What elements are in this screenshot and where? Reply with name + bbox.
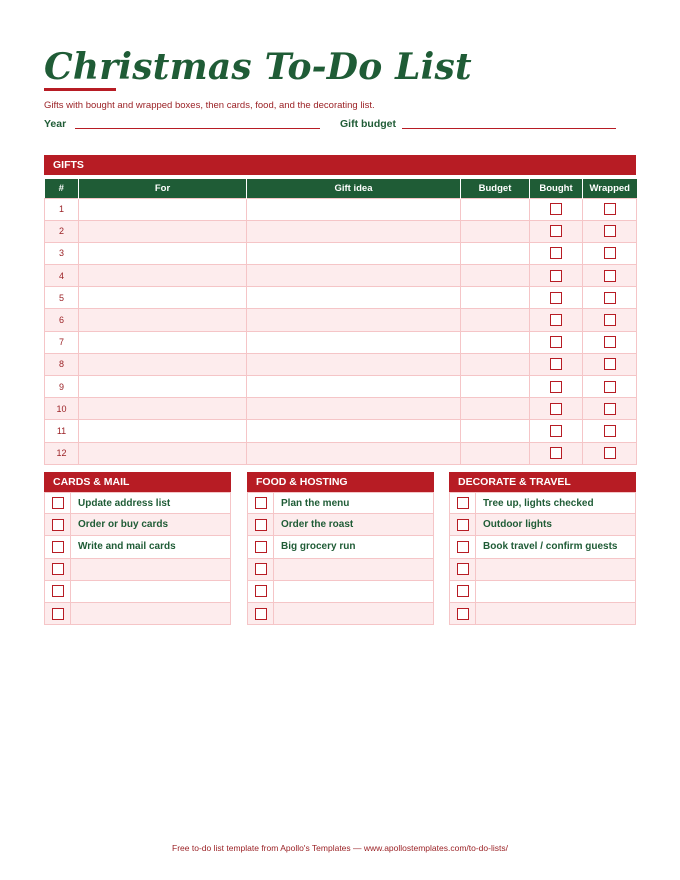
wrapped-checkbox[interactable] xyxy=(604,336,616,348)
task-checkbox[interactable] xyxy=(52,563,64,575)
task-text[interactable]: Order or buy cards xyxy=(78,519,169,531)
budget-cell[interactable] xyxy=(461,398,530,420)
wrapped-cell xyxy=(583,420,637,442)
decorate-travel-panel xyxy=(449,472,636,625)
for-cell[interactable] xyxy=(79,242,247,264)
wrapped-cell xyxy=(583,398,637,420)
wrapped-cell xyxy=(583,376,637,398)
list-item xyxy=(449,514,636,536)
wrapped-checkbox[interactable] xyxy=(604,358,616,370)
task-text[interactable]: Tree up, lights checked xyxy=(483,498,594,509)
budget-cell[interactable] xyxy=(461,309,530,331)
table-row xyxy=(45,287,637,309)
gift-budget-field[interactable] xyxy=(402,128,616,129)
bought-cell xyxy=(530,220,583,242)
gift-idea-cell[interactable] xyxy=(247,242,461,264)
task-checkbox[interactable] xyxy=(457,541,469,553)
gift-idea-cell[interactable] xyxy=(247,353,461,375)
wrapped-checkbox[interactable] xyxy=(604,447,616,459)
gift-idea-cell[interactable] xyxy=(247,442,461,464)
checkbox-cell xyxy=(450,581,476,602)
wrapped-checkbox[interactable] xyxy=(604,403,616,415)
col-header-for: For xyxy=(79,179,247,198)
budget-cell[interactable] xyxy=(461,198,530,220)
task-checkbox[interactable] xyxy=(52,497,64,509)
row-number: 1 xyxy=(45,198,79,220)
row-number: 3 xyxy=(45,242,79,264)
checkbox-cell xyxy=(248,514,274,535)
table-row xyxy=(45,242,637,264)
year-label: Year xyxy=(44,118,67,130)
for-cell[interactable] xyxy=(79,309,247,331)
checkbox-cell xyxy=(45,559,71,580)
list-item xyxy=(247,603,434,625)
task-text[interactable] xyxy=(274,581,433,602)
wrapped-checkbox[interactable] xyxy=(604,292,616,304)
for-cell[interactable] xyxy=(79,287,247,309)
gift-idea-cell[interactable] xyxy=(247,309,461,331)
food-hosting-panel xyxy=(247,472,434,625)
bought-checkbox[interactable] xyxy=(550,203,562,215)
task-text[interactable]: Order the roast xyxy=(281,519,354,531)
bought-cell xyxy=(530,420,583,442)
budget-cell[interactable] xyxy=(461,442,530,464)
wrapped-checkbox[interactable] xyxy=(604,225,616,237)
task-checkbox[interactable] xyxy=(52,585,64,597)
bought-checkbox[interactable] xyxy=(550,403,562,415)
wrapped-cell xyxy=(583,309,637,331)
checkbox-cell xyxy=(248,559,274,580)
task-checkbox[interactable] xyxy=(52,519,64,531)
cards-mail-panel xyxy=(44,472,231,625)
checkbox-cell xyxy=(248,581,274,602)
list-item xyxy=(44,514,231,536)
budget-cell[interactable] xyxy=(461,376,530,398)
for-cell[interactable] xyxy=(79,220,247,242)
for-cell[interactable] xyxy=(79,420,247,442)
wrapped-cell xyxy=(583,442,637,464)
task-checkbox[interactable] xyxy=(457,585,469,597)
for-cell[interactable] xyxy=(79,198,247,220)
col-header-number: # xyxy=(45,179,79,198)
task-text[interactable] xyxy=(476,581,635,602)
task-checkbox[interactable] xyxy=(255,519,267,531)
bought-cell xyxy=(530,376,583,398)
page-subtitle: Gifts with bought and wrapped boxes, then cards, food, and the decorating list. xyxy=(44,100,375,111)
task-checkbox[interactable] xyxy=(255,563,267,575)
task-text[interactable] xyxy=(274,603,433,624)
bought-cell xyxy=(530,242,583,264)
for-cell[interactable] xyxy=(79,353,247,375)
gifts-section-header: GIFTS xyxy=(44,155,636,175)
task-text[interactable] xyxy=(476,603,635,624)
task-text[interactable] xyxy=(274,559,433,580)
row-number: 2 xyxy=(45,220,79,242)
table-row xyxy=(45,331,637,353)
table-row xyxy=(45,220,637,242)
checkbox-cell xyxy=(450,536,476,557)
gifts-header-row xyxy=(45,179,637,198)
wrapped-cell xyxy=(583,220,637,242)
budget-cell[interactable] xyxy=(461,353,530,375)
wrapped-cell xyxy=(583,198,637,220)
checkbox-cell xyxy=(450,493,476,513)
bought-cell xyxy=(530,309,583,331)
checkbox-cell xyxy=(450,514,476,535)
gift-idea-cell[interactable] xyxy=(247,420,461,442)
list-item xyxy=(449,603,636,625)
task-checkbox[interactable] xyxy=(457,563,469,575)
budget-cell[interactable] xyxy=(461,242,530,264)
row-number: 10 xyxy=(45,398,79,420)
for-cell[interactable] xyxy=(79,265,247,287)
bought-checkbox[interactable] xyxy=(550,425,562,437)
task-text[interactable] xyxy=(71,581,230,602)
table-row xyxy=(45,420,637,442)
list-item xyxy=(247,536,434,558)
checkbox-cell xyxy=(450,559,476,580)
row-number: 4 xyxy=(45,265,79,287)
task-text[interactable]: Write and mail cards xyxy=(78,541,176,553)
year-field[interactable] xyxy=(75,128,320,129)
col-header-budget: Budget xyxy=(461,179,530,198)
wrapped-checkbox[interactable] xyxy=(604,270,616,282)
task-text[interactable]: Big grocery run xyxy=(281,541,356,553)
wrapped-checkbox[interactable] xyxy=(604,314,616,326)
list-item xyxy=(44,603,231,625)
checkbox-cell xyxy=(248,536,274,557)
task-checkbox[interactable] xyxy=(255,608,267,620)
wrapped-checkbox[interactable] xyxy=(604,381,616,393)
cards-mail-list xyxy=(44,492,231,625)
row-number: 5 xyxy=(45,287,79,309)
checkbox-cell xyxy=(45,493,71,513)
bought-checkbox[interactable] xyxy=(550,247,562,259)
list-item xyxy=(449,581,636,603)
page-title: Christmas To-Do List xyxy=(44,46,472,88)
bought-checkbox[interactable] xyxy=(550,270,562,282)
list-item xyxy=(44,536,231,558)
gifts-table-body xyxy=(45,198,637,464)
gift-idea-cell[interactable] xyxy=(247,287,461,309)
task-text[interactable]: Book travel / confirm guests xyxy=(483,541,618,553)
table-row xyxy=(45,198,637,220)
wrapped-cell xyxy=(583,242,637,264)
checkbox-cell xyxy=(248,603,274,624)
task-checkbox[interactable] xyxy=(457,519,469,531)
task-checkbox[interactable] xyxy=(255,541,267,553)
bought-cell xyxy=(530,331,583,353)
bought-cell xyxy=(530,287,583,309)
budget-cell[interactable] xyxy=(461,220,530,242)
for-cell[interactable] xyxy=(79,331,247,353)
wrapped-checkbox[interactable] xyxy=(604,425,616,437)
row-number: 12 xyxy=(45,442,79,464)
wrapped-cell xyxy=(583,287,637,309)
bought-cell xyxy=(530,198,583,220)
wrapped-checkbox[interactable] xyxy=(604,247,616,259)
wrapped-checkbox[interactable] xyxy=(604,203,616,215)
task-text[interactable] xyxy=(476,559,635,580)
bought-checkbox[interactable] xyxy=(550,447,562,459)
table-row xyxy=(45,398,637,420)
gift-idea-cell[interactable] xyxy=(247,265,461,287)
list-item xyxy=(247,514,434,536)
for-cell[interactable] xyxy=(79,398,247,420)
bought-checkbox[interactable] xyxy=(550,292,562,304)
task-text[interactable]: Plan the menu xyxy=(281,498,350,509)
cards-mail-header: CARDS & MAIL xyxy=(44,472,231,492)
for-cell[interactable] xyxy=(79,442,247,464)
row-number: 8 xyxy=(45,353,79,375)
task-checkbox[interactable] xyxy=(457,497,469,509)
bought-checkbox[interactable] xyxy=(550,381,562,393)
budget-cell[interactable] xyxy=(461,420,530,442)
wrapped-cell xyxy=(583,331,637,353)
row-number: 11 xyxy=(45,420,79,442)
checkbox-cell xyxy=(45,536,71,557)
task-text[interactable] xyxy=(71,603,230,624)
row-number: 6 xyxy=(45,309,79,331)
bought-checkbox[interactable] xyxy=(550,336,562,348)
wrapped-cell xyxy=(583,265,637,287)
list-item xyxy=(44,492,231,514)
bought-cell xyxy=(530,398,583,420)
col-header-wrapped: Wrapped xyxy=(583,179,637,198)
gift-idea-cell[interactable] xyxy=(247,220,461,242)
checkbox-cell xyxy=(450,603,476,624)
decorate-travel-header: DECORATE & TRAVEL xyxy=(449,472,636,492)
gift-idea-cell[interactable] xyxy=(247,331,461,353)
budget-cell[interactable] xyxy=(461,331,530,353)
task-checkbox[interactable] xyxy=(52,541,64,553)
bought-cell xyxy=(530,442,583,464)
list-item xyxy=(44,581,231,603)
task-checkbox[interactable] xyxy=(457,608,469,620)
gift-budget-label: Gift budget xyxy=(340,118,396,130)
bought-checkbox[interactable] xyxy=(550,358,562,370)
title-underline xyxy=(44,88,116,91)
list-item xyxy=(449,559,636,581)
wrapped-cell xyxy=(583,353,637,375)
bought-checkbox[interactable] xyxy=(550,225,562,237)
table-row xyxy=(45,442,637,464)
table-row xyxy=(45,353,637,375)
budget-cell[interactable] xyxy=(461,287,530,309)
checkbox-cell xyxy=(248,493,274,513)
footer-credit: Free to-do list template from Apollo's Templates — www.apollostemplates.com/to-do-lists/ xyxy=(172,843,508,853)
list-item xyxy=(247,559,434,581)
budget-cell[interactable] xyxy=(461,265,530,287)
gift-idea-cell[interactable] xyxy=(247,376,461,398)
task-text[interactable]: Outdoor lights xyxy=(483,519,552,531)
gift-idea-cell[interactable] xyxy=(247,398,461,420)
table-row xyxy=(45,309,637,331)
gifts-table xyxy=(44,179,637,465)
col-header-gift-idea: Gift idea xyxy=(247,179,461,198)
for-cell[interactable] xyxy=(79,376,247,398)
row-number: 7 xyxy=(45,331,79,353)
food-hosting-header: FOOD & HOSTING xyxy=(247,472,434,492)
bought-cell xyxy=(530,265,583,287)
task-text[interactable]: Update address list xyxy=(78,498,171,509)
checkbox-cell xyxy=(45,581,71,602)
food-hosting-list xyxy=(247,492,434,625)
gift-idea-cell[interactable] xyxy=(247,198,461,220)
list-item xyxy=(247,492,434,514)
task-checkbox[interactable] xyxy=(255,497,267,509)
decorate-travel-list xyxy=(449,492,636,625)
col-header-bought: Bought xyxy=(530,179,583,198)
checkbox-cell xyxy=(45,603,71,624)
bought-checkbox[interactable] xyxy=(550,314,562,326)
table-row xyxy=(45,376,637,398)
table-row xyxy=(45,265,637,287)
checkbox-cell xyxy=(45,514,71,535)
row-number: 9 xyxy=(45,376,79,398)
bought-cell xyxy=(530,353,583,375)
list-item xyxy=(449,492,636,514)
task-checkbox[interactable] xyxy=(255,585,267,597)
list-item xyxy=(247,581,434,603)
task-checkbox[interactable] xyxy=(52,608,64,620)
task-text[interactable] xyxy=(71,559,230,580)
list-item xyxy=(449,536,636,558)
list-item xyxy=(44,559,231,581)
